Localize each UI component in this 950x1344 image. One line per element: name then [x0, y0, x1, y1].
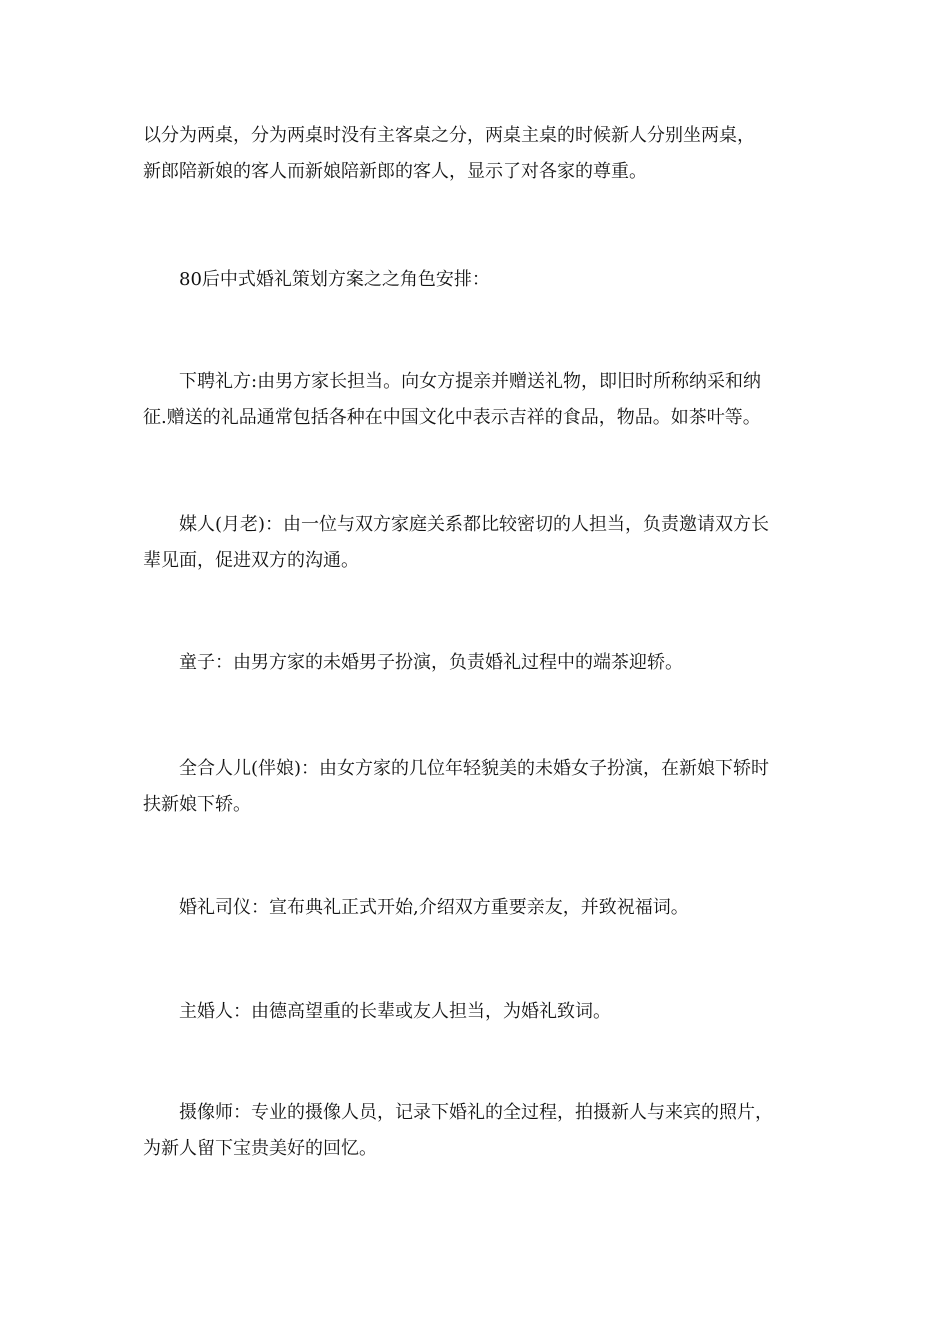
text-line: 婚礼司仪：宣布典礼正式开始,介绍双方重要亲友，并致祝福词。	[143, 897, 689, 918]
paragraph-bridesmaids	[143, 751, 813, 823]
section-heading-roles	[143, 262, 813, 298]
text-line: 摄像师：专业的摄像人员，记录下婚礼的全过程，拍摄新人与来宾的照片，	[143, 1102, 773, 1123]
text-line: 为新人留下宝贵美好的回忆。	[143, 1138, 377, 1159]
paragraph-page-boy	[143, 645, 813, 681]
text-line: 媒人(月老)：由一位与双方家庭关系都比较密切的人担当，负责邀请双方长	[143, 514, 770, 535]
text-line: 全合人儿(伴娘)：由女方家的几位年轻貌美的未婚女子扮演，在新娘下轿时	[143, 758, 770, 779]
paragraph-officiant	[143, 994, 813, 1030]
paragraph-betrothal-party	[143, 364, 813, 436]
text-line: 80后中式婚礼策划方案之之角色安排：	[143, 269, 490, 290]
text-line: 下聘礼方:由男方家长担当。向女方提亲并赠送礼物，即旧时所称纳采和纳	[143, 371, 762, 392]
text-line: 新郎陪新娘的客人而新娘陪新郎的客人，显示了对各家的尊重。	[143, 161, 647, 182]
paragraph-seating-continued	[143, 118, 813, 190]
text-line: 以分为两桌，分为两桌时没有主客桌之分，两桌主桌的时候新人分别坐两桌，	[143, 125, 755, 146]
text-line: 扶新娘下轿。	[143, 794, 251, 815]
paragraph-matchmaker	[143, 507, 813, 579]
text-line: 征.赠送的礼品通常包括各种在中国文化中表示吉祥的食品，物品。如茶叶等。	[143, 407, 761, 428]
text-line: 主婚人：由德高望重的长辈或友人担当，为婚礼致词。	[143, 1001, 611, 1022]
text-line: 辈见面，促进双方的沟通。	[143, 550, 359, 571]
text-line: 童子：由男方家的未婚男子扮演，负责婚礼过程中的端茶迎轿。	[143, 652, 683, 673]
paragraph-master-of-ceremonies	[143, 890, 813, 926]
paragraph-photographer	[143, 1095, 813, 1167]
